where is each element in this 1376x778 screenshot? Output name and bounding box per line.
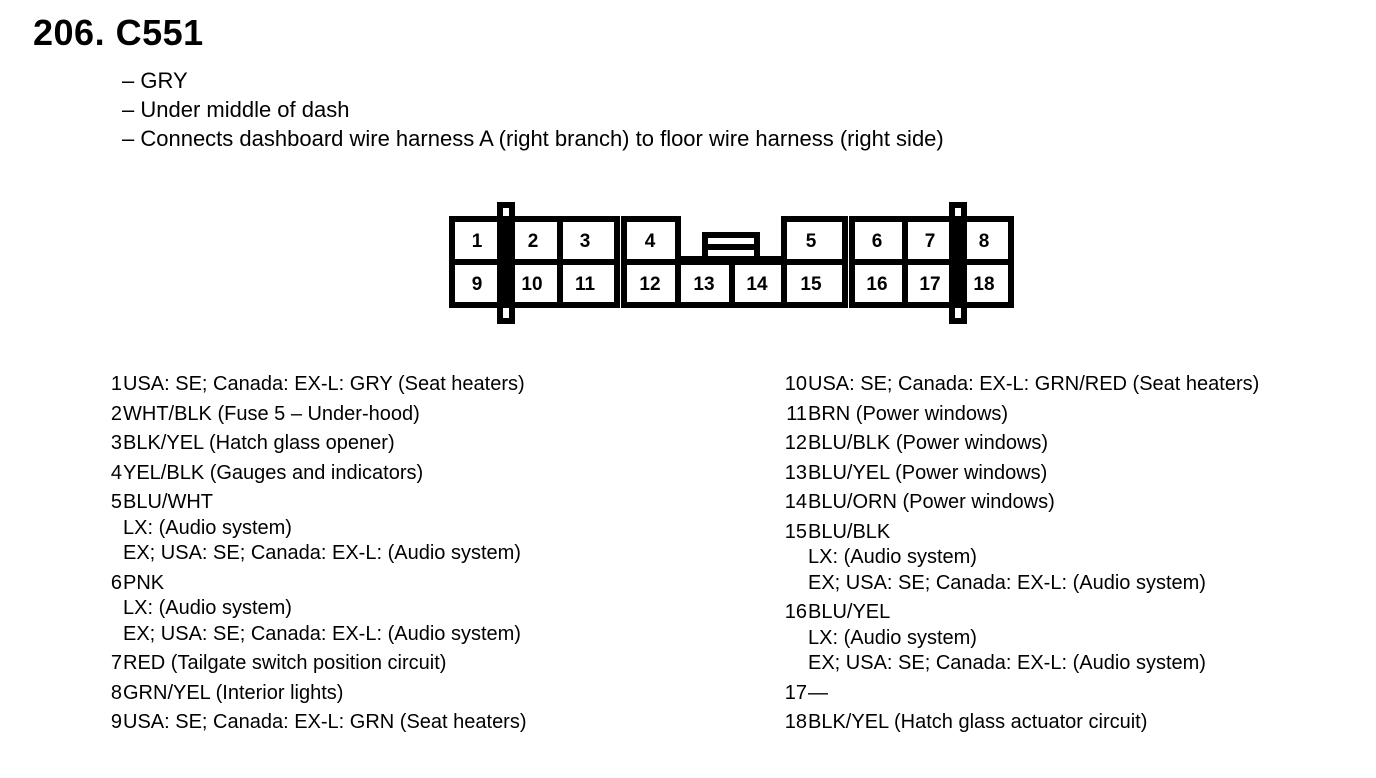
pin-description [808, 370, 1259, 400]
pin-label: 6 [871, 231, 883, 252]
pin-wire-color: USA: SE; Canada: EX-L: GRN/RED (Seat heaters) [808, 373, 1260, 395]
pin-label: 3 [579, 231, 591, 252]
pin-description [123, 649, 446, 679]
pin-entry [781, 370, 1371, 400]
pin-description [808, 400, 1008, 430]
pin-label: 14 [746, 274, 768, 295]
pin-circuit-note: LX: (Audio system) [808, 546, 977, 568]
pin-wire-color: BRN (Power windows) [808, 402, 1009, 425]
pin-number: 1 [110, 373, 122, 395]
pin-circuit-note: LX: (Audio system) [123, 597, 292, 619]
pin-number: 4 [110, 461, 122, 484]
pin-entry [96, 679, 656, 709]
pin-label: 18 [973, 274, 995, 295]
pin-number: 17 [784, 681, 807, 704]
pin-circuit-note: EX; USA: SE; Canada: EX-L: (Audio system) [123, 622, 521, 645]
pin-circuit-note: LX: (Audio system) [123, 516, 292, 539]
pin-number: 5 [110, 491, 122, 513]
pin-number: 15 [784, 520, 807, 543]
pin-wire-color: BLU/WHT [123, 491, 213, 513]
pin-number: 9 [110, 711, 122, 733]
pin-circuit-note: LX: (Audio system) [808, 626, 977, 649]
pin-number: 2 [110, 402, 122, 425]
pin-number: 11 [786, 402, 807, 425]
pin-entry [96, 400, 656, 430]
pin-label: 15 [800, 274, 822, 295]
pin-number: 8 [110, 681, 122, 704]
pin-description [808, 518, 1206, 599]
pin-number: 6 [110, 571, 122, 594]
pin-number: 10 [784, 373, 807, 395]
pin-entry [96, 708, 656, 738]
pin-number: 12 [784, 432, 807, 454]
pin-label: 7 [924, 231, 936, 252]
pin-wire-color: BLU/BLK (Power windows) [808, 432, 1049, 454]
pin-wire-color: USA: SE; Canada: EX-L: GRN (Seat heaters) [123, 711, 527, 733]
pin-wire-color: BLU/ORN (Power windows) [808, 491, 1055, 513]
pin-entry [781, 459, 1371, 489]
pin-entry [781, 400, 1371, 430]
pin-wire-color: BLK/YEL (Hatch glass actuator circuit) [808, 711, 1148, 733]
pin-wire-color: BLK/YEL (Hatch glass opener) [123, 432, 395, 454]
pin-entry [96, 488, 656, 569]
pin-circuit-note: EX; USA: SE; Canada: EX-L: (Audio system) [808, 571, 1206, 594]
pin-entry [96, 649, 656, 679]
pin-entry [781, 708, 1371, 738]
pin-description [123, 429, 395, 459]
pin-entry [781, 488, 1371, 518]
pin-wire-color: WHT/BLK (Fuse 5 – Under-hood) [123, 402, 420, 425]
pin-label: 2 [527, 231, 539, 252]
pin-label: 9 [471, 274, 483, 295]
pin-description [808, 679, 828, 709]
pin-number: 16 [784, 601, 807, 623]
pin-entry [96, 370, 656, 400]
pin-label: 5 [805, 231, 817, 252]
pin-label: 17 [919, 274, 941, 295]
pin-description [808, 488, 1055, 518]
pin-description [808, 459, 1047, 489]
pin-entry [781, 598, 1371, 679]
pin-description [808, 708, 1147, 738]
pin-number: 3 [110, 432, 122, 454]
pin-wire-color: PNK [123, 571, 165, 594]
pin-entry [781, 429, 1371, 459]
pin-wire-color: BLU/YEL (Power windows) [808, 461, 1048, 484]
pin-wire-color: — [808, 681, 828, 704]
pin-description [123, 400, 420, 430]
pin-description [123, 708, 527, 738]
pin-number: 14 [784, 491, 807, 513]
pin-wire-color: GRN/YEL (Interior lights) [123, 681, 344, 704]
connector-connection: – Connects dashboard wire harness A (right branch) to floor wire harness (right side) [122, 126, 944, 151]
pin-label: 4 [644, 231, 656, 252]
pin-description [123, 370, 525, 400]
pin-entry [96, 569, 656, 650]
pin-number: 18 [784, 711, 807, 733]
pin-label: 11 [574, 274, 596, 295]
connector-color: – GRY [122, 68, 188, 93]
connector-location: – Under middle of dash [122, 97, 350, 122]
pin-label: 1 [471, 231, 483, 252]
pin-wire-color: BLU/YEL [808, 601, 891, 623]
pin-wire-color: BLU/BLK [808, 520, 891, 543]
pin-label: 8 [978, 231, 990, 252]
pin-entry [781, 518, 1371, 599]
pin-label: 13 [693, 274, 715, 295]
pin-label: 16 [866, 274, 888, 295]
pin-description [123, 569, 521, 650]
pin-description [123, 488, 521, 569]
pin-wire-color: USA: SE; Canada: EX-L: GRY (Seat heaters) [123, 373, 525, 395]
pin-entry [96, 429, 656, 459]
pin-number: 13 [784, 461, 807, 484]
pin-entry [96, 459, 656, 489]
page-title: 206. C551 [33, 12, 204, 53]
pin-entry [781, 679, 1371, 709]
pin-description [123, 459, 423, 489]
pin-description [123, 679, 343, 709]
pin-number: 7 [110, 652, 122, 674]
pin-label: 12 [639, 274, 661, 295]
pin-wire-color: RED (Tailgate switch position circuit) [123, 652, 447, 674]
pin-label: 10 [521, 274, 543, 295]
pin-circuit-note: EX; USA: SE; Canada: EX-L: (Audio system) [808, 652, 1206, 674]
pin-list-right [781, 370, 1371, 738]
connector-diagram [440, 195, 1030, 335]
pin-description [808, 429, 1048, 459]
pin-description [808, 598, 1206, 679]
pin-wire-color: YEL/BLK (Gauges and indicators) [123, 461, 424, 484]
connector-description [122, 66, 944, 153]
pin-list-left [96, 370, 656, 738]
pin-circuit-note: EX; USA: SE; Canada: EX-L: (Audio system) [123, 542, 521, 564]
